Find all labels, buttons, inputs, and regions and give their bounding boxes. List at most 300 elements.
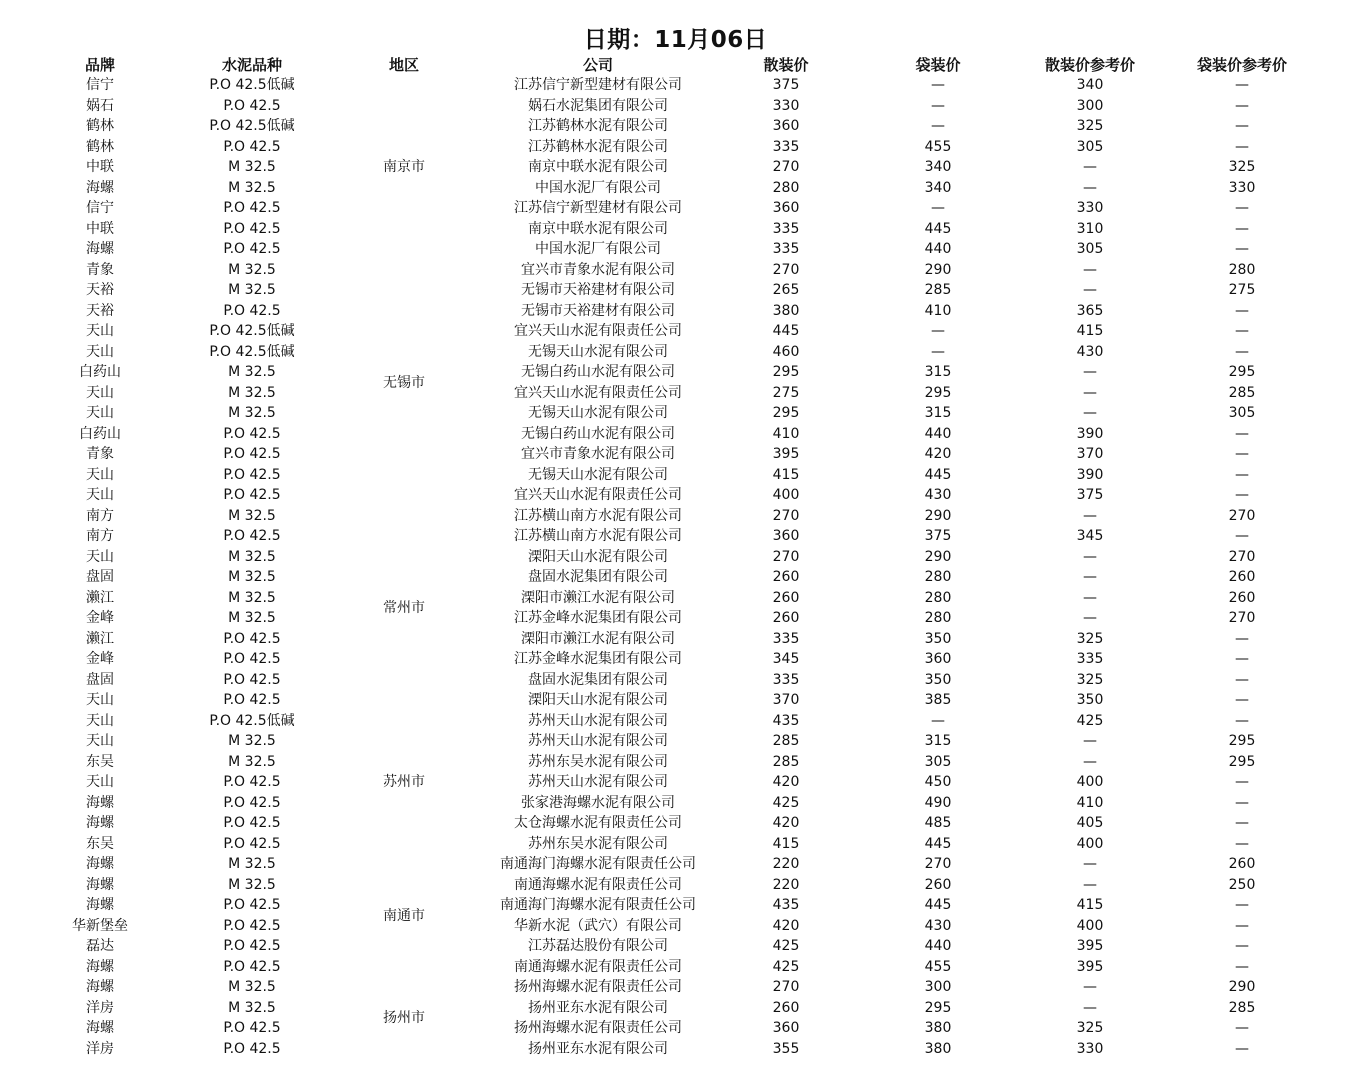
company-cell: 南通海螺水泥有限责任公司 xyxy=(514,958,682,975)
bag-price-cell: 455 xyxy=(924,958,952,975)
bag-ref-price-cell: — xyxy=(1235,487,1249,504)
company-cell: 溧阳天山水泥有限公司 xyxy=(528,692,668,709)
bulk-price-cell: 285 xyxy=(772,753,800,770)
variety-cell: P.O 42.5低碱 xyxy=(209,712,295,729)
table-row xyxy=(24,547,1324,568)
table-row xyxy=(24,834,1324,855)
table-row xyxy=(24,670,1324,691)
bulk-ref-price-cell: — xyxy=(1083,405,1097,422)
brand-cell: 海螺 xyxy=(86,179,114,196)
table-row xyxy=(24,1039,1324,1060)
bulk-price-cell: 335 xyxy=(772,220,800,237)
bag-ref-price-cell: 295 xyxy=(1228,733,1256,750)
bag-ref-price-cell: 330 xyxy=(1228,179,1256,196)
bulk-ref-price-cell: 415 xyxy=(1076,897,1104,914)
bulk-ref-price-cell: 370 xyxy=(1076,446,1104,463)
bulk-ref-price-cell: 330 xyxy=(1076,200,1104,217)
table-row xyxy=(24,916,1324,937)
brand-cell: 海螺 xyxy=(86,876,114,893)
header-variety: 水泥品种 xyxy=(221,56,282,74)
brand-cell: 天裕 xyxy=(86,302,114,319)
bag-price-cell: — xyxy=(931,118,945,135)
bulk-price-cell: 330 xyxy=(772,97,800,114)
table-row xyxy=(24,75,1324,96)
bulk-ref-price-cell: 405 xyxy=(1076,815,1104,832)
bulk-ref-price-cell: 425 xyxy=(1076,712,1104,729)
company-cell: 南通海门海螺水泥有限责任公司 xyxy=(500,897,696,914)
variety-cell: P.O 42.5 xyxy=(223,241,281,258)
variety-cell: M 32.5 xyxy=(228,610,276,627)
table-row xyxy=(24,342,1324,363)
bulk-price-cell: 425 xyxy=(772,794,800,811)
bag-price-cell: 445 xyxy=(924,897,952,914)
bulk-ref-price-cell: — xyxy=(1083,569,1097,586)
company-cell: 苏州东吴水泥有限公司 xyxy=(528,835,668,852)
brand-cell: 洋房 xyxy=(86,999,114,1016)
bag-price-cell: 490 xyxy=(924,794,952,811)
bag-price-cell: 295 xyxy=(924,999,952,1016)
bulk-ref-price-cell: 400 xyxy=(1076,917,1104,934)
bulk-ref-price-cell: 400 xyxy=(1076,835,1104,852)
table-row xyxy=(24,649,1324,670)
brand-cell: 天山 xyxy=(86,548,114,565)
brand-cell: 天裕 xyxy=(86,282,114,299)
header-bag-price: 袋装价 xyxy=(915,56,961,74)
bulk-price-cell: 295 xyxy=(772,405,800,422)
bulk-ref-price-cell: — xyxy=(1083,507,1097,524)
bag-ref-price-cell: 295 xyxy=(1228,753,1256,770)
table-row xyxy=(24,383,1324,404)
table-row xyxy=(24,506,1324,527)
table-row xyxy=(24,526,1324,547)
bulk-price-cell: 220 xyxy=(772,876,800,893)
bag-price-cell: 410 xyxy=(924,302,952,319)
bag-ref-price-cell: — xyxy=(1235,323,1249,340)
variety-cell: P.O 42.5 xyxy=(223,1040,281,1057)
bulk-price-cell: 270 xyxy=(772,548,800,565)
variety-cell: M 32.5 xyxy=(228,876,276,893)
bag-price-cell: — xyxy=(931,97,945,114)
bag-price-cell: 445 xyxy=(924,835,952,852)
table-row xyxy=(24,444,1324,465)
bulk-price-cell: 275 xyxy=(772,384,800,401)
table-row xyxy=(24,157,1324,178)
bag-price-cell: 450 xyxy=(924,774,952,791)
company-cell: 宜兴市青象水泥有限公司 xyxy=(521,446,675,463)
bag-ref-price-cell: 260 xyxy=(1228,856,1256,873)
bag-price-cell: 340 xyxy=(924,159,952,176)
brand-cell: 天山 xyxy=(86,712,114,729)
company-cell: 无锡天山水泥有限公司 xyxy=(528,405,668,422)
bulk-ref-price-cell: 305 xyxy=(1076,138,1104,155)
company-cell: 南通海螺水泥有限责任公司 xyxy=(514,876,682,893)
variety-cell: P.O 42.5 xyxy=(223,835,281,852)
bag-price-cell: 455 xyxy=(924,138,952,155)
bag-ref-price-cell: — xyxy=(1235,343,1249,360)
table-row xyxy=(24,137,1324,158)
variety-cell: M 32.5 xyxy=(228,979,276,996)
bulk-price-cell: 415 xyxy=(772,466,800,483)
bag-price-cell: 285 xyxy=(924,282,952,299)
variety-cell: M 32.5 xyxy=(228,364,276,381)
company-cell: 江苏磊达股份有限公司 xyxy=(528,938,668,955)
brand-cell: 濑江 xyxy=(86,589,114,606)
brand-cell: 白药山 xyxy=(79,425,121,442)
company-cell: 苏州天山水泥有限公司 xyxy=(528,774,668,791)
company-cell: 张家港海螺水泥有限公司 xyxy=(521,794,675,811)
bag-ref-price-cell: — xyxy=(1235,671,1249,688)
brand-cell: 天山 xyxy=(86,384,114,401)
company-cell: 盘固水泥集团有限公司 xyxy=(528,671,668,688)
bulk-price-cell: 265 xyxy=(772,282,800,299)
bag-price-cell: 350 xyxy=(924,630,952,647)
brand-cell: 中联 xyxy=(86,159,114,176)
region-cell: 无锡市 xyxy=(383,374,425,391)
bulk-price-cell: 345 xyxy=(772,651,800,668)
company-cell: 江苏鹤林水泥有限公司 xyxy=(528,138,668,155)
table-row xyxy=(24,690,1324,711)
variety-cell: P.O 42.5 xyxy=(223,302,281,319)
brand-cell: 海螺 xyxy=(86,794,114,811)
bag-price-cell: 385 xyxy=(924,692,952,709)
bulk-ref-price-cell: 350 xyxy=(1076,692,1104,709)
variety-cell: M 32.5 xyxy=(228,159,276,176)
region-cell: 南通市 xyxy=(383,907,425,924)
variety-cell: P.O 42.5低碱 xyxy=(209,343,295,360)
bag-ref-price-cell: 260 xyxy=(1228,589,1256,606)
company-cell: 中国水泥厂有限公司 xyxy=(535,241,661,258)
variety-cell: M 32.5 xyxy=(228,753,276,770)
bulk-price-cell: 270 xyxy=(772,979,800,996)
variety-cell: M 32.5 xyxy=(228,507,276,524)
bulk-ref-price-cell: — xyxy=(1083,179,1097,196)
bag-price-cell: 340 xyxy=(924,179,952,196)
price-table xyxy=(24,55,1324,1059)
bag-price-cell: 375 xyxy=(924,528,952,545)
bulk-price-cell: 395 xyxy=(772,446,800,463)
bulk-price-cell: 420 xyxy=(772,774,800,791)
variety-cell: P.O 42.5 xyxy=(223,692,281,709)
bag-price-cell: 315 xyxy=(924,364,952,381)
bulk-price-cell: 295 xyxy=(772,364,800,381)
company-cell: 无锡天山水泥有限公司 xyxy=(528,466,668,483)
bulk-price-cell: 270 xyxy=(772,261,800,278)
table-row xyxy=(24,772,1324,793)
company-cell: 江苏金峰水泥集团有限公司 xyxy=(514,610,682,627)
bag-ref-price-cell: 250 xyxy=(1228,876,1256,893)
bag-ref-price-cell: 275 xyxy=(1228,282,1256,299)
brand-cell: 天山 xyxy=(86,487,114,504)
bulk-ref-price-cell: 325 xyxy=(1076,671,1104,688)
header-brand: 品牌 xyxy=(84,56,115,74)
bulk-price-cell: 260 xyxy=(772,589,800,606)
bag-price-cell: 290 xyxy=(924,548,952,565)
table-row xyxy=(24,424,1324,445)
company-cell: 江苏信宁新型建材有限公司 xyxy=(514,77,682,94)
variety-cell: P.O 42.5 xyxy=(223,446,281,463)
brand-cell: 鹤林 xyxy=(86,118,114,135)
bag-ref-price-cell: — xyxy=(1235,302,1249,319)
variety-cell: M 32.5 xyxy=(228,282,276,299)
company-cell: 南京中联水泥有限公司 xyxy=(528,159,668,176)
company-cell: 无锡市天裕建材有限公司 xyxy=(521,282,675,299)
bag-ref-price-cell: 325 xyxy=(1228,159,1256,176)
bulk-ref-price-cell: — xyxy=(1083,261,1097,278)
bulk-price-cell: 410 xyxy=(772,425,800,442)
bulk-ref-price-cell: — xyxy=(1083,856,1097,873)
bulk-ref-price-cell: 430 xyxy=(1076,343,1104,360)
bag-price-cell: 445 xyxy=(924,220,952,237)
bag-price-cell: 270 xyxy=(924,856,952,873)
bulk-ref-price-cell: 375 xyxy=(1076,487,1104,504)
bag-ref-price-cell: — xyxy=(1235,528,1249,545)
brand-cell: 金峰 xyxy=(86,610,114,627)
table-row xyxy=(24,567,1324,588)
brand-cell: 天山 xyxy=(86,466,114,483)
bag-price-cell: — xyxy=(931,200,945,217)
brand-cell: 海螺 xyxy=(86,856,114,873)
variety-cell: M 32.5 xyxy=(228,856,276,873)
bulk-price-cell: 435 xyxy=(772,897,800,914)
bag-price-cell: 440 xyxy=(924,241,952,258)
bulk-price-cell: 360 xyxy=(772,118,800,135)
brand-cell: 天山 xyxy=(86,692,114,709)
bulk-ref-price-cell: 340 xyxy=(1076,77,1104,94)
page-title: 日期：11月06日 xyxy=(583,27,768,53)
table-row xyxy=(24,793,1324,814)
brand-cell: 天山 xyxy=(86,343,114,360)
company-cell: 华新水泥（武穴）有限公司 xyxy=(514,917,682,934)
brand-cell: 天山 xyxy=(86,733,114,750)
table-row xyxy=(24,362,1324,383)
company-cell: 扬州亚东水泥有限公司 xyxy=(528,1040,668,1057)
bag-ref-price-cell: — xyxy=(1235,466,1249,483)
table-row xyxy=(24,998,1324,1019)
bulk-ref-price-cell: 395 xyxy=(1076,938,1104,955)
bag-ref-price-cell: — xyxy=(1235,241,1249,258)
variety-cell: P.O 42.5 xyxy=(223,425,281,442)
company-cell: 江苏横山南方水泥有限公司 xyxy=(514,507,682,524)
bag-ref-price-cell: — xyxy=(1235,138,1249,155)
variety-cell: P.O 42.5 xyxy=(223,630,281,647)
company-cell: 宜兴天山水泥有限责任公司 xyxy=(514,384,682,401)
bag-price-cell: 430 xyxy=(924,487,952,504)
bulk-price-cell: 260 xyxy=(772,569,800,586)
company-cell: 无锡市天裕建材有限公司 xyxy=(521,302,675,319)
bag-ref-price-cell: 285 xyxy=(1228,384,1256,401)
bag-price-cell: 420 xyxy=(924,446,952,463)
bag-ref-price-cell: — xyxy=(1235,958,1249,975)
bag-ref-price-cell: — xyxy=(1235,630,1249,647)
brand-cell: 海螺 xyxy=(86,1020,114,1037)
bulk-ref-price-cell: — xyxy=(1083,610,1097,627)
company-cell: 宜兴天山水泥有限责任公司 xyxy=(514,323,682,340)
table-row xyxy=(24,260,1324,281)
bulk-price-cell: 420 xyxy=(772,917,800,934)
bag-ref-price-cell: 305 xyxy=(1228,405,1256,422)
table-row xyxy=(24,280,1324,301)
variety-cell: M 32.5 xyxy=(228,179,276,196)
bulk-ref-price-cell: — xyxy=(1083,979,1097,996)
variety-cell: P.O 42.5 xyxy=(223,528,281,545)
brand-cell: 南方 xyxy=(86,528,114,545)
variety-cell: P.O 42.5 xyxy=(223,917,281,934)
brand-cell: 天山 xyxy=(86,323,114,340)
variety-cell: P.O 42.5 xyxy=(223,938,281,955)
bulk-price-cell: 435 xyxy=(772,712,800,729)
bag-price-cell: 315 xyxy=(924,733,952,750)
bulk-ref-price-cell: — xyxy=(1083,159,1097,176)
company-cell: 江苏鹤林水泥有限公司 xyxy=(528,118,668,135)
header-company: 公司 xyxy=(582,56,613,74)
bag-ref-price-cell: — xyxy=(1235,712,1249,729)
bulk-price-cell: 425 xyxy=(772,938,800,955)
company-cell: 苏州天山水泥有限公司 xyxy=(528,712,668,729)
table-row xyxy=(24,198,1324,219)
header-bag-ref-price: 袋装价参考价 xyxy=(1196,56,1287,74)
bulk-ref-price-cell: — xyxy=(1083,282,1097,299)
bag-price-cell: 280 xyxy=(924,569,952,586)
brand-cell: 盘固 xyxy=(86,569,114,586)
brand-cell: 青象 xyxy=(86,446,114,463)
company-cell: 扬州海螺水泥有限责任公司 xyxy=(514,979,682,996)
table-row xyxy=(24,588,1324,609)
brand-cell: 南方 xyxy=(86,507,114,524)
bag-ref-price-cell: 295 xyxy=(1228,364,1256,381)
table-row xyxy=(24,465,1324,486)
bulk-price-cell: 415 xyxy=(772,835,800,852)
company-cell: 太仓海螺水泥有限责任公司 xyxy=(514,815,682,832)
bag-price-cell: 300 xyxy=(924,979,952,996)
bulk-ref-price-cell: — xyxy=(1083,733,1097,750)
bag-ref-price-cell: 270 xyxy=(1228,548,1256,565)
table-row xyxy=(24,752,1324,773)
bulk-price-cell: 445 xyxy=(772,323,800,340)
region-cell: 常州市 xyxy=(383,600,425,616)
header-region: 地区 xyxy=(388,56,419,74)
bulk-ref-price-cell: — xyxy=(1083,384,1097,401)
bag-ref-price-cell: — xyxy=(1235,692,1249,709)
bulk-price-cell: 335 xyxy=(772,138,800,155)
bag-ref-price-cell: — xyxy=(1235,446,1249,463)
company-cell: 中国水泥厂有限公司 xyxy=(535,179,661,196)
brand-cell: 信宁 xyxy=(86,200,114,217)
company-cell: 盘固水泥集团有限公司 xyxy=(528,569,668,586)
brand-cell: 东吴 xyxy=(86,753,114,770)
table-row xyxy=(24,116,1324,137)
bag-price-cell: — xyxy=(931,343,945,360)
table-row xyxy=(24,301,1324,322)
bag-price-cell: 305 xyxy=(924,753,952,770)
bulk-price-cell: 360 xyxy=(772,200,800,217)
bulk-ref-price-cell: 300 xyxy=(1076,97,1104,114)
bulk-price-cell: 270 xyxy=(772,507,800,524)
bulk-ref-price-cell: — xyxy=(1083,364,1097,381)
variety-cell: M 32.5 xyxy=(228,569,276,586)
table-row xyxy=(24,96,1324,117)
bulk-price-cell: 335 xyxy=(772,630,800,647)
brand-cell: 海螺 xyxy=(86,897,114,914)
bulk-ref-price-cell: 325 xyxy=(1076,118,1104,135)
bag-price-cell: 350 xyxy=(924,671,952,688)
bulk-price-cell: 355 xyxy=(772,1040,800,1057)
table-row xyxy=(24,219,1324,240)
brand-cell: 洋房 xyxy=(86,1040,114,1057)
variety-cell: P.O 42.5 xyxy=(223,671,281,688)
company-cell: 南通海门海螺水泥有限责任公司 xyxy=(500,856,696,873)
bag-ref-price-cell: — xyxy=(1235,425,1249,442)
table-row xyxy=(24,731,1324,752)
company-cell: 扬州亚东水泥有限公司 xyxy=(528,999,668,1016)
bag-price-cell: — xyxy=(931,323,945,340)
table-row xyxy=(24,608,1324,629)
bag-ref-price-cell: — xyxy=(1235,118,1249,135)
variety-cell: P.O 42.5 xyxy=(223,1020,281,1037)
variety-cell: P.O 42.5 xyxy=(223,200,281,217)
table-row xyxy=(24,977,1324,998)
bulk-ref-price-cell: 325 xyxy=(1076,1020,1104,1037)
bag-ref-price-cell: — xyxy=(1235,77,1249,94)
bag-ref-price-cell: — xyxy=(1235,220,1249,237)
bulk-price-cell: 220 xyxy=(772,856,800,873)
brand-cell: 中联 xyxy=(86,220,114,237)
brand-cell: 海螺 xyxy=(86,241,114,258)
variety-cell: M 32.5 xyxy=(228,733,276,750)
bag-price-cell: 485 xyxy=(924,815,952,832)
bulk-price-cell: 360 xyxy=(772,528,800,545)
table-row xyxy=(24,936,1324,957)
bag-ref-price-cell: — xyxy=(1235,794,1249,811)
bag-ref-price-cell: 260 xyxy=(1228,569,1256,586)
brand-cell: 娲石 xyxy=(86,97,114,114)
bulk-price-cell: 270 xyxy=(772,159,800,176)
table-row xyxy=(24,854,1324,875)
bag-ref-price-cell: 270 xyxy=(1228,507,1256,524)
company-cell: 溧阳市濑江水泥有限公司 xyxy=(521,589,675,606)
table-row xyxy=(24,875,1324,896)
company-cell: 娲石水泥集团有限公司 xyxy=(528,97,668,114)
variety-cell: P.O 42.5 xyxy=(223,466,281,483)
bulk-price-cell: 375 xyxy=(772,77,800,94)
brand-cell: 盘固 xyxy=(86,671,114,688)
bag-price-cell: 290 xyxy=(924,261,952,278)
company-cell: 溧阳天山水泥有限公司 xyxy=(528,548,668,565)
variety-cell: P.O 42.5 xyxy=(223,487,281,504)
header-bulk-price: 散装价 xyxy=(763,56,809,74)
bag-ref-price-cell: — xyxy=(1235,835,1249,852)
table-row xyxy=(24,957,1324,978)
brand-cell: 青象 xyxy=(86,261,114,278)
variety-cell: M 32.5 xyxy=(228,384,276,401)
bag-price-cell: 445 xyxy=(924,466,952,483)
bag-ref-price-cell: — xyxy=(1235,651,1249,668)
variety-cell: M 32.5 xyxy=(228,589,276,606)
variety-cell: P.O 42.5 xyxy=(223,138,281,155)
table-row xyxy=(24,178,1324,199)
brand-cell: 白药山 xyxy=(79,364,121,381)
bag-price-cell: 380 xyxy=(924,1020,952,1037)
variety-cell: P.O 42.5低碱 xyxy=(209,77,295,94)
bulk-ref-price-cell: 410 xyxy=(1076,794,1104,811)
company-cell: 无锡白药山水泥有限公司 xyxy=(521,425,675,442)
bag-ref-price-cell: — xyxy=(1235,897,1249,914)
bulk-ref-price-cell: 415 xyxy=(1076,323,1104,340)
brand-cell: 海螺 xyxy=(86,979,114,996)
bulk-price-cell: 420 xyxy=(772,815,800,832)
company-cell: 苏州东吴水泥有限公司 xyxy=(528,753,668,770)
bulk-ref-price-cell: 310 xyxy=(1076,220,1104,237)
brand-cell: 华新堡垒 xyxy=(72,917,128,934)
